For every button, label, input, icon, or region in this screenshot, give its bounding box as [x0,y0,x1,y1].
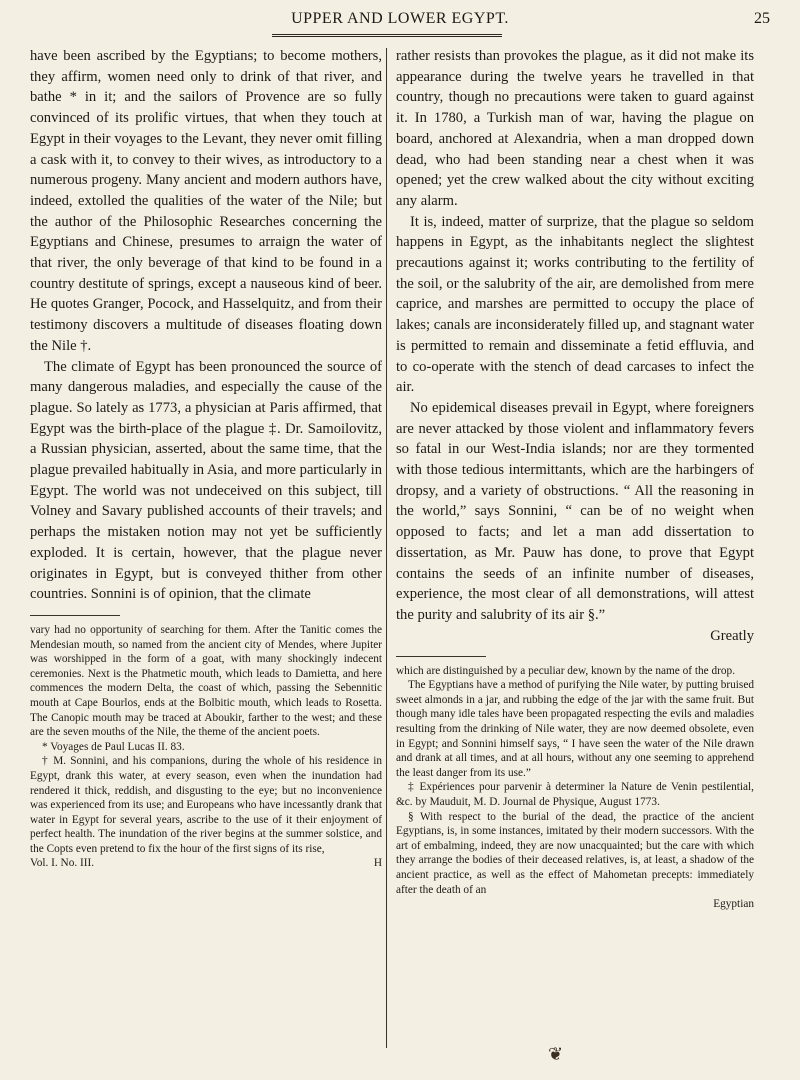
right-footnote-continued: which are distinguished by a peculiar dew, known by the name of the drop. [396,664,736,677]
page-number: 25 [754,10,770,27]
footnote-section: § With respect to the burial of the dead, the practice of the ancient Egyptians, is, in some instances, imitated by their modern successors. With the art of embalming, indeed, they are now unacquainted; but the care with which they arrange the bodies of their deceased relatives, is, at least, a shadow of the ancient practice, as well as the effect of Mahometan precepts: immediately after the death of an [396,810,754,896]
signature-row [30,856,382,871]
left-footnote-rule [30,615,120,616]
right-footnote-rule [396,656,486,657]
running-title: UPPER AND LOWER EGYPT. [291,10,509,27]
right-column [396,46,754,912]
left-paragraph-2: The climate of Egypt has been pronounced the source of many dangerous maladies, and especially the cause of the plague. So lately as 1773, a physician at Paris affirmed, that Egypt was the birth-place of the plague ‡. Dr. Samoilovitz, a Russian physician, asserted, about the same time, that the plague prevailed habitually in Asia, and more particularly in Egypt. The world was not undeceived on this subject, till Volney and Savary published accounts of their travels; and perhaps the mistaken notion may not yet be sufficiently exploded. It is certain, however, that the plague never originates in Egypt, but is conveyed thither from other countries. Sonnini is of opinion, that the climate [30,358,382,603]
footnote-double-dagger: ‡ Expériences pour parvenir à determiner la Nature de Venin pestilential, &c. by Mauduit, M. D. Journal de Physique, August 1773. [396,781,754,809]
header-rule [272,34,502,37]
footnote-asterisk: * Voyages de Paul Lucas II. 83. [42,740,185,753]
left-column [30,46,382,871]
right-paragraph-2: It is, indeed, matter of surprize, that the plague so seldom happens in Egypt, as the inhabitants neglect the slightest precautions against it; works contributing to the fertility of the soil, or the salubrity of the air, are demolished from mere caprice, and marshes are permitted to occupy the place of lakes; canals are inconsiderately filled up, and stagnant water is permitted to remain and disseminate a fetid effluvia, and to co-operate with the stench of dead carcases to infect the air. [396,213,754,396]
catchword: Greatly [710,627,754,644]
left-footnote-continued: vary had no opportunity of searching for them. After the Tanitic comes the Mendesian mouth, so named from the ancient city of Mendes, where Jupiter was worshipped in the form of a goat, with many shockingly indecent ceremonies. Next is the Phatmetic mouth, which leads to Damietta, and here commences the modern Delta, the coast of which, passing the Sebennitic mouth at Cape Bourlos, ends at the Bolbitic mouth, which leads to Rosetta. The Canopic mouth may be traced at Aboukir, farther to the west; and these are the seven mouths of the Nile, the theme of the ancient poets. [30,623,382,739]
printers-ornament-icon: ❦ [548,1044,564,1064]
right-paragraph-1: rather resists than provokes the plague, as it did not make its appearance during the twelve years he travelled in that country, though no precautions were taken to guard against it. In 1780, a Turkish man of war, having the plague on board, anchored at Alexandria, when a man dropped down dead, who had been standing near a chest when it was opened; yet the crew walked about the city without exciting any alarm. [396,48,754,209]
left-paragraph-1: have been ascribed by the Egyptians; to become mothers, they affirm, women need only to drink of that river, and bathe * in it; and the sailors of Provence are so fully convinced of its prolific virtues, that when they touch at Egypt in their voyages to the Levant, they never omit filling a cask with it, to convey to their wives, as introductory to a numerous progeny. Many ancient and modern authors have, indeed, extolled the qualities of the water of the Nile; but the author of the Philosophic Researches concerning the Egyptians and Chinese, presumes to arraign the water of that river, the only beverage of that kind to be found in a country destitute of springs, except a nauseous kind of beer. He quotes Granger, Pocock, and Hasselquitz, and from their testimony discovers a multitude of diseases floating down the Nile †. [30,48,382,354]
volume-signature: Vol. I. No. III. [30,857,95,870]
gathering-signature: H [373,857,382,870]
right-paragraph-3: No epidemical diseases prevail in Egypt, where foreigners are never attacked by those violent and inflammatory fevers so fatal in our West-India islands; nor are they tormented with those tedious intermittants, which are the harbingers of dropsy, and a variety of obstructions. “ All the reasoning in the world,” says Sonnini, “ can be of no weight when opposed to facts; and let a man add dissertation to dissertation, as Mr. Pauw has done, to prove that Egypt contains the seeds of an infinite number of diseases, experience, the most clear of all demonstrations, will attest the purity and salubrity of its air §.” [396,399,754,623]
footnote-catchword: Egyptian [713,898,754,911]
footnote-dagger: † M. Sonnini, and his companions, during the whole of his residence in Egypt, drank this water, at every season, even when the inundation had rendered it thick, reddish, and disgusting to the eye; but no inconvenience was experienced from its use; and Europeans who have incessantly drank that water in Egypt for several years, ascribe to the use of it their enjoyment of perfect health. The inundation of the river begins at the summer solstice, and the Copts even pretend to fix the hour of the first signs of its rise, [30,755,382,855]
footnote-nile-water: The Egyptians have a method of purifying the Nile water, by putting bruised sweet almonds in a jar, and rubbing the edge of the jar with the same fruit. But though many idle tales have been propagated respecting the evils and maladies resulting from the drinking of Nile water, they are now deemed obsolete, even in Egypt; and Sonnini himself says, “ I have seen the water of the Nile drawn and drank at all times, and at all hours, without any one seeming to apprehend the least danger from its use.” [396,679,754,779]
column-divider [386,48,387,1048]
page-header [0,6,800,32]
